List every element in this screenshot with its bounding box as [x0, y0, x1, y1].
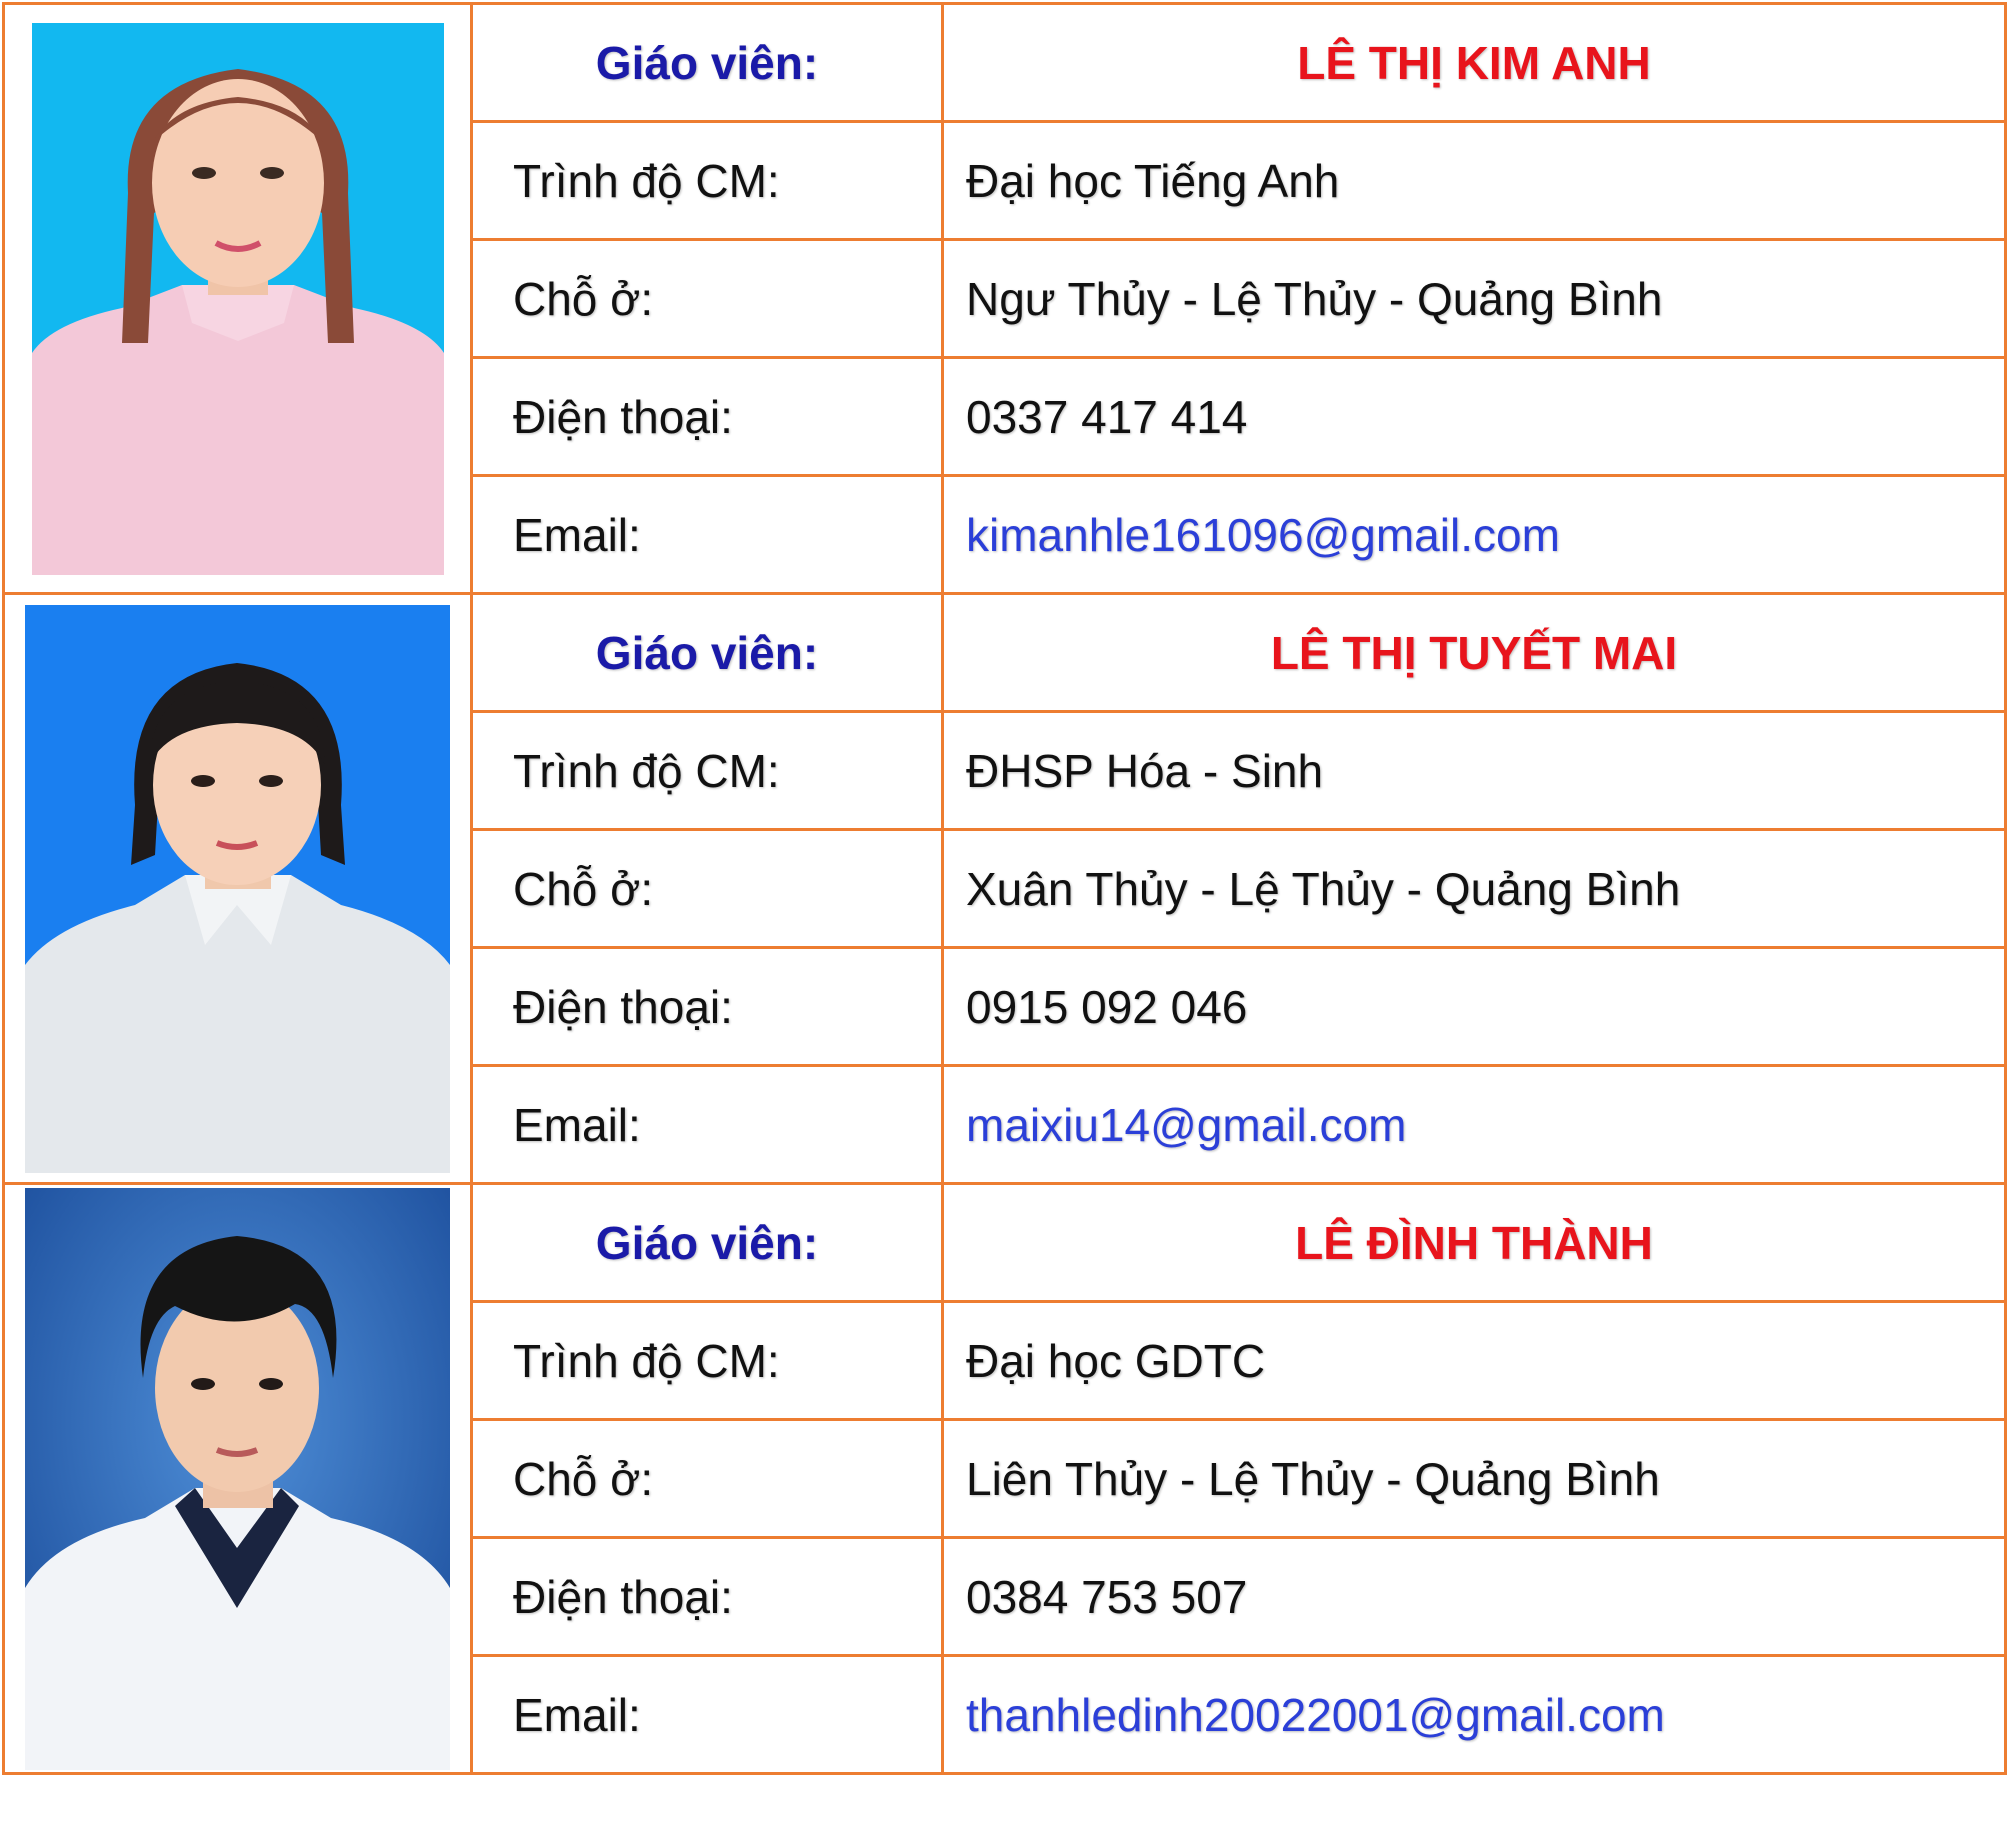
teacher-3-email-link[interactable]: thanhledinh20022001@gmail.com [966, 1688, 1665, 1741]
teacher-1-residence: Ngư Thủy - Lệ Thủy - Quảng Bình [943, 240, 2006, 358]
teacher-2-phone-label: Điện thoại: [472, 948, 943, 1066]
teacher-2-email-label: Email: [472, 1066, 943, 1184]
teacher-1-email-cell [943, 476, 2006, 594]
teacher-1-phone: 0337 417 414 [943, 358, 2006, 476]
teacher-2-name-row [4, 594, 2006, 712]
teacher-1-photo-cell [4, 4, 472, 594]
teacher-1-teacher-label: Giáo viên: [472, 4, 943, 122]
teacher-3-email-cell [943, 1656, 2006, 1774]
teacher-2-phone: 0915 092 046 [943, 948, 2006, 1066]
teacher-2-email-cell [943, 1066, 2006, 1184]
teacher-3-residence-label: Chỗ ở: [472, 1420, 943, 1538]
teacher-3-residence: Liên Thủy - Lệ Thủy - Quảng Bình [943, 1420, 2006, 1538]
teacher-2-residence-label: Chỗ ở: [472, 830, 943, 948]
teacher-2-residence: Xuân Thủy - Lệ Thủy - Quảng Bình [943, 830, 2006, 948]
teacher-3-name: LÊ ĐÌNH THÀNH [943, 1184, 2006, 1302]
teacher-3-photo-cell [4, 1184, 472, 1774]
teacher-1-phone-label: Điện thoại: [472, 358, 943, 476]
teacher-1-qualification: Đại học Tiếng Anh [943, 122, 2006, 240]
teacher-2-name: LÊ THỊ TUYẾT MAI [943, 594, 2006, 712]
teacher-1-email-link[interactable]: kimanhle161096@gmail.com [966, 508, 1560, 561]
teacher-2-qualification-label: Trình độ CM: [472, 712, 943, 830]
teacher-3-phone: 0384 753 507 [943, 1538, 2006, 1656]
teacher-2-photo-cell [4, 594, 472, 1184]
teacher-1-name-row [4, 4, 2006, 122]
teacher-3-name-row [4, 1184, 2006, 1302]
teacher-3-qualification: Đại học GDTC [943, 1302, 2006, 1420]
teacher-1-qualification-label: Trình độ CM: [472, 122, 943, 240]
teacher-3-email-label: Email: [472, 1656, 943, 1774]
teacher-1-residence-label: Chỗ ở: [472, 240, 943, 358]
teacher-roster-table [2, 2, 2007, 1775]
teacher-1-portrait-photo [32, 23, 444, 575]
teacher-2-portrait-photo [25, 605, 450, 1173]
teacher-3-portrait-photo [25, 1188, 450, 1770]
teacher-3-teacher-label: Giáo viên: [472, 1184, 943, 1302]
teacher-2-qualification: ĐHSP Hóa - Sinh [943, 712, 2006, 830]
teacher-3-qualification-label: Trình độ CM: [472, 1302, 943, 1420]
teacher-2-email-link[interactable]: maixiu14@gmail.com [966, 1098, 1407, 1151]
teacher-3-phone-label: Điện thoại: [472, 1538, 943, 1656]
teacher-1-name: LÊ THỊ KIM ANH [943, 4, 2006, 122]
teacher-1-email-label: Email: [472, 476, 943, 594]
teacher-2-teacher-label: Giáo viên: [472, 594, 943, 712]
